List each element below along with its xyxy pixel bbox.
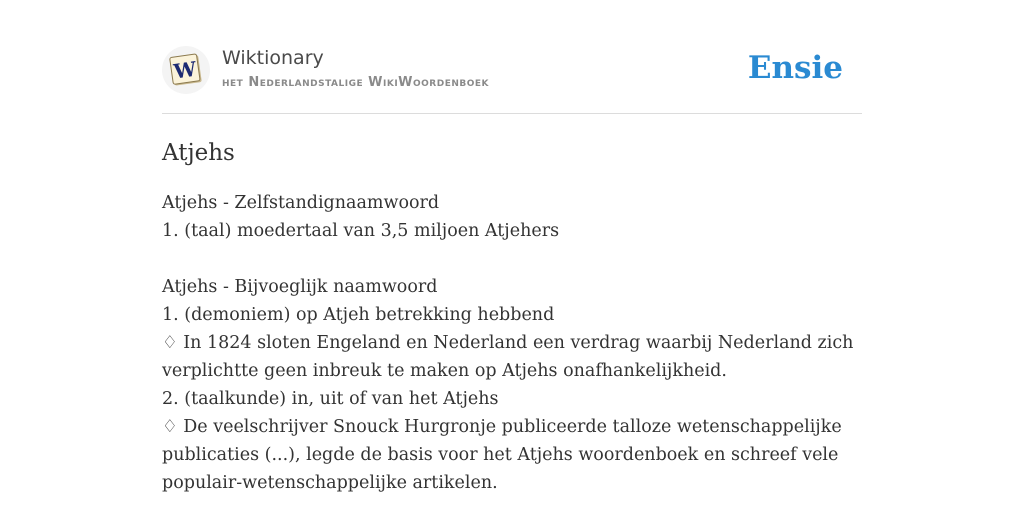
wiktionary-logo[interactable] (162, 46, 210, 94)
definition-line: 2. (taalkunde) in, uit of van het Atjehs (162, 389, 499, 409)
example-line: ♢ De veelschrijver Snouck Hurgronje publiceerde talloze wetenschappelijke publicaties (...), legde de basis voor het Atjehs woordenboek en schreef vele populair-wetenschappelijke artikelen. (162, 417, 842, 493)
page-title: Atjehs (162, 140, 235, 166)
content (162, 0, 862, 497)
section-gap (162, 245, 862, 273)
header (162, 0, 862, 114)
definition-line: 1. (demoniem) op Atjeh betrekking hebbend (162, 305, 555, 325)
section-adjective (162, 273, 862, 497)
site-subtitle: het Nederlandstalige WikiWoordenboek (222, 75, 490, 90)
site-name[interactable]: Wiktionary (222, 47, 324, 69)
wiktionary-tile-icon (162, 46, 210, 94)
example-line: ♢ In 1824 sloten Engeland en Nederland een verdrag waarbij Nederland zich verplichtte geen inbreuk te maken op Atjehs onafhankelijkheid. (162, 333, 854, 381)
section-noun (162, 189, 862, 245)
section-heading: Atjehs - Bijvoeglijk naamwoord (162, 277, 438, 297)
section-heading: Atjehs - Zelfstandignaamwoord (162, 193, 440, 213)
logo-letter: W (172, 56, 198, 84)
definition-line: 1. (taal) moedertaal van 3,5 miljoen Atjehers (162, 221, 560, 241)
definitions (162, 189, 862, 497)
ensie-brand-link[interactable]: Ensie (747, 50, 843, 86)
